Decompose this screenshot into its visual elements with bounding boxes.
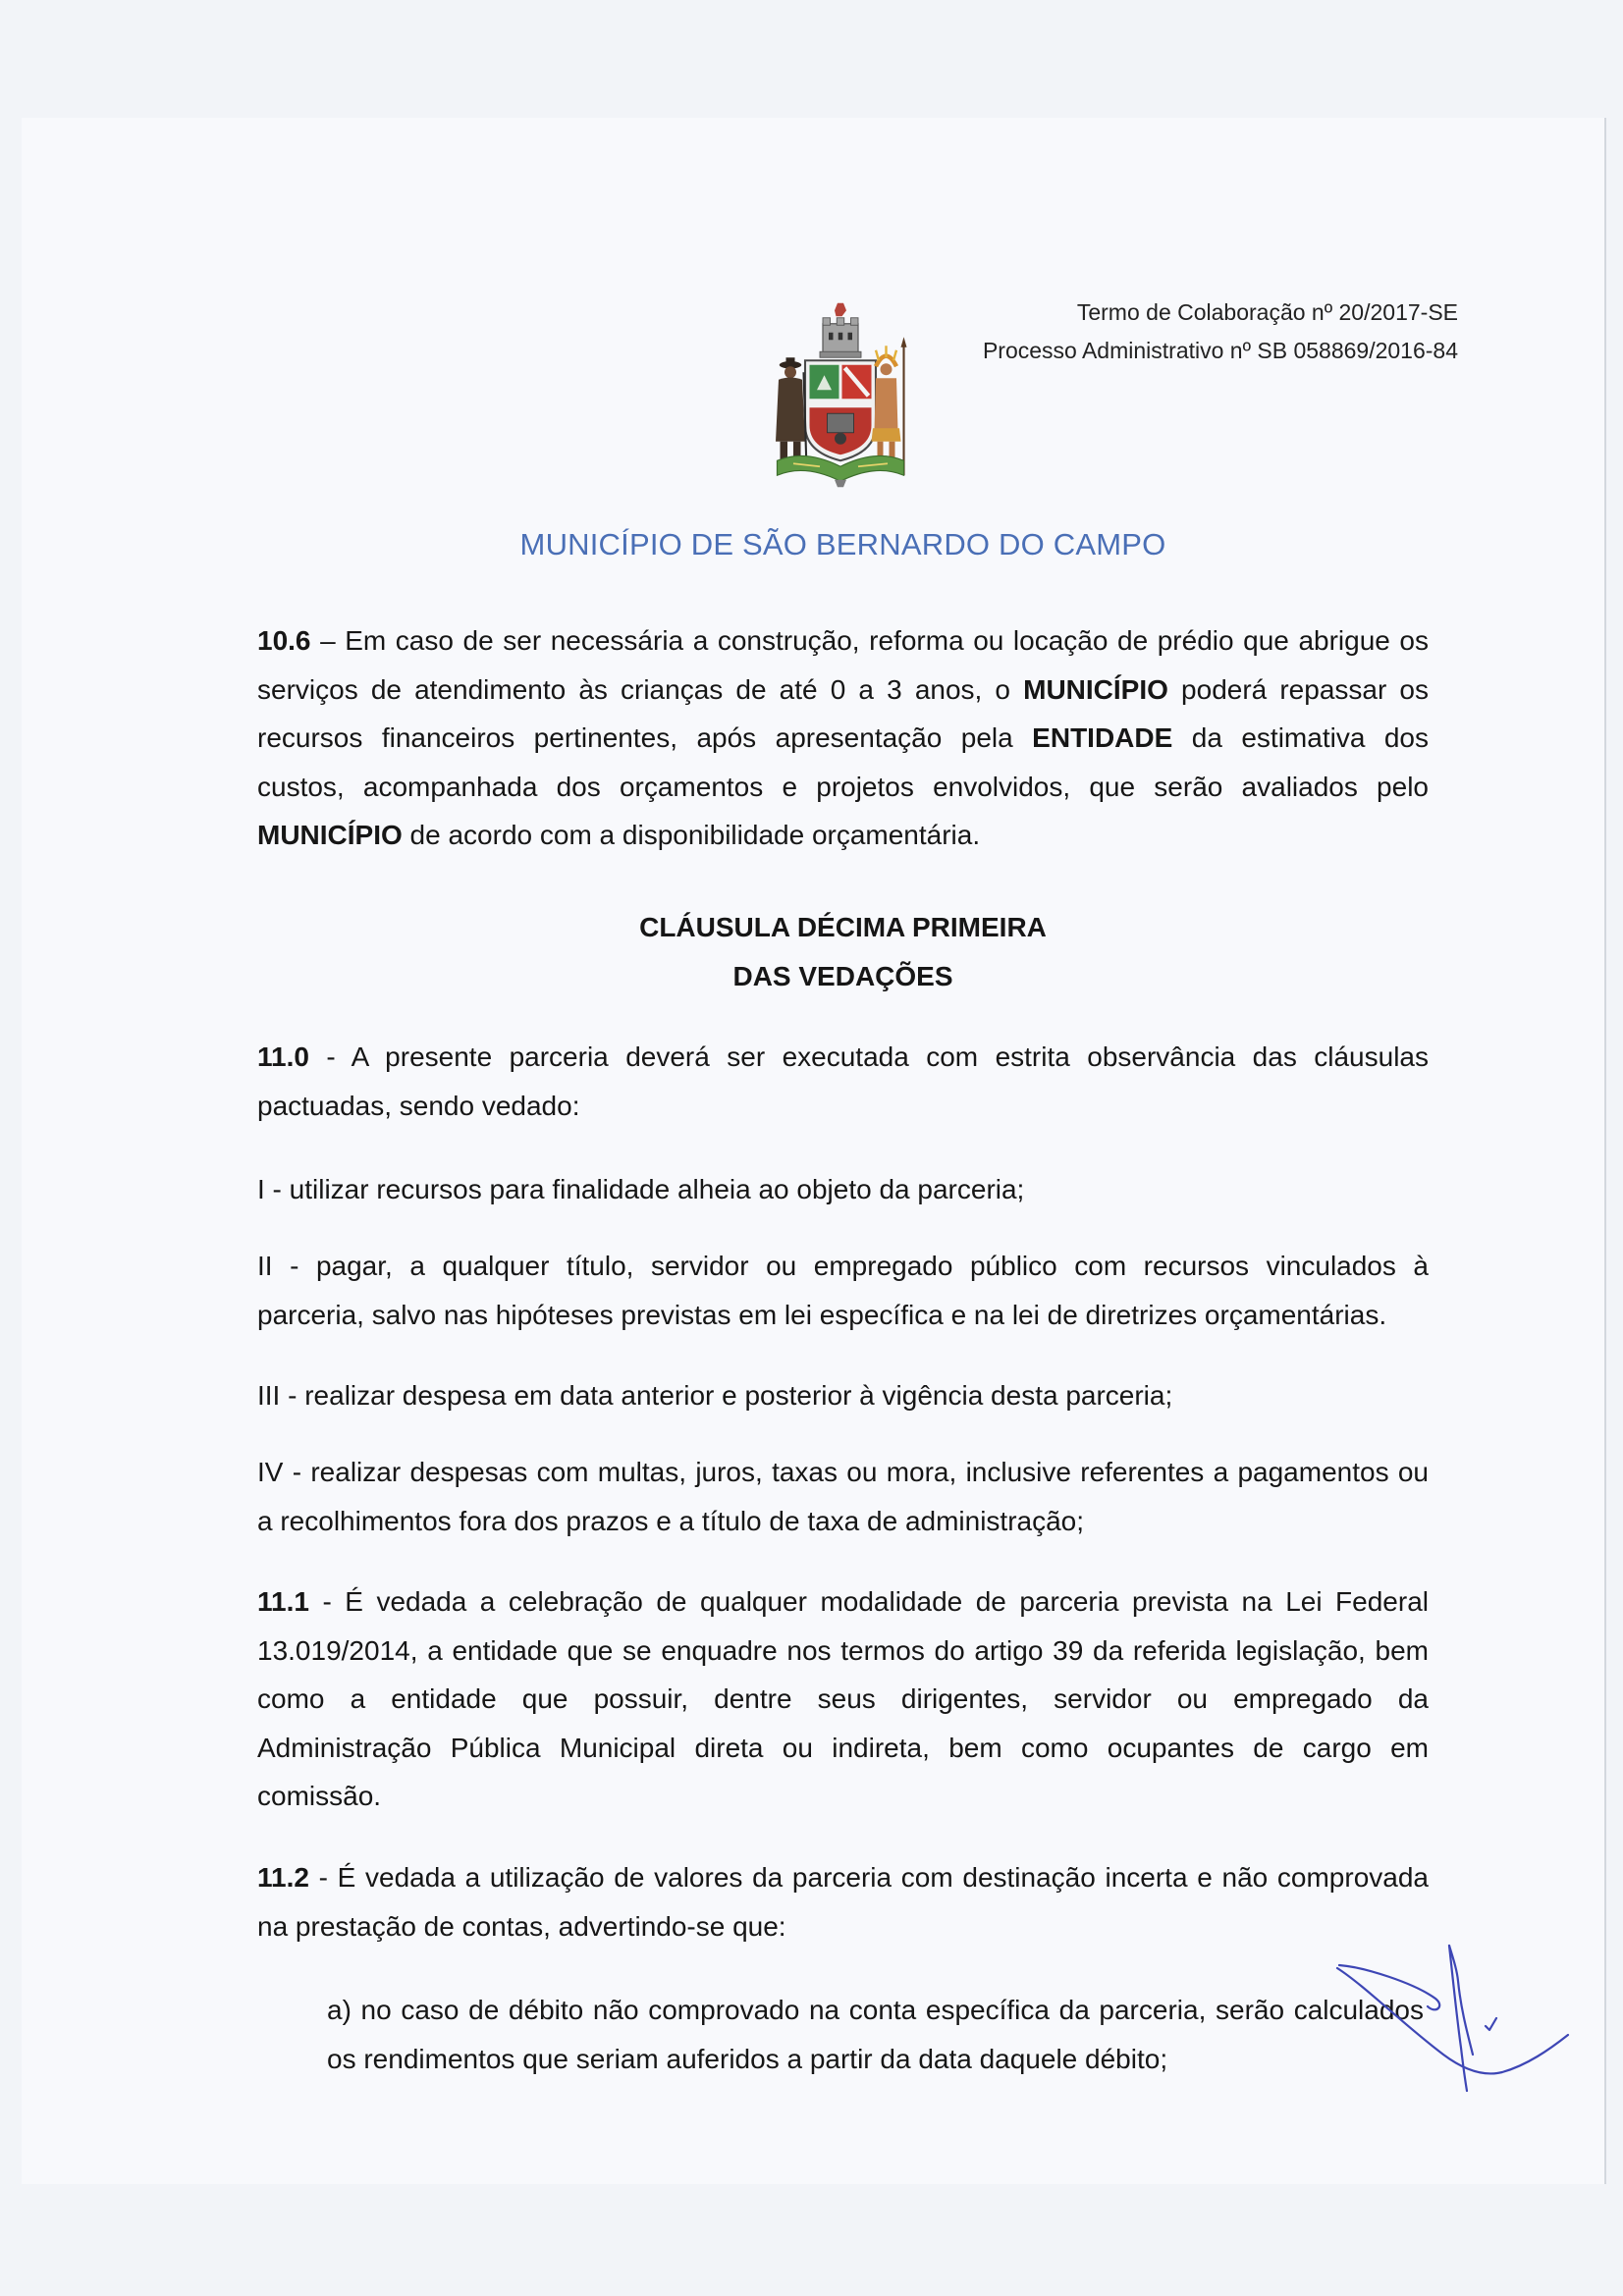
text-line <box>257 1772 1429 1821</box>
text-run: - É vedada a utilização de valores da parceria com destinação incerta e não comprovada <box>308 1862 1429 1893</box>
text-run: de acordo com a disponibilidade orçamentária. <box>402 820 981 850</box>
clause-heading-title: CLÁUSULA DÉCIMA PRIMEIRA <box>639 912 1047 942</box>
text-line <box>327 1986 1424 2035</box>
term-number: Termo de Colaboração nº 20/2017-SE <box>1076 299 1458 325</box>
text-line <box>257 1371 1429 1420</box>
text-run: da estimativa dos <box>1172 722 1429 753</box>
clause-heading-subtitle: DAS VEDAÇÕES <box>732 960 953 991</box>
page-edge-line <box>1604 118 1606 2184</box>
text-line <box>257 1242 1429 1291</box>
item-iv <box>257 1448 1429 1545</box>
text-run: na prestação de contas, advertindo-se que: <box>257 1910 786 1942</box>
bold-term: 11.1 <box>257 1586 309 1617</box>
text-run: os rendimentos que seriam auferidos a partir da data daquele débito; <box>327 2043 1168 2074</box>
text-line <box>257 1902 1429 1951</box>
handwritten-signature <box>1325 1932 1581 2099</box>
text-run: custos, acompanhada dos orçamentos e projetos envolvidos, que serão avaliados pelo <box>257 771 1429 802</box>
text-run: - É vedada a celebração de qualquer modalidade de parceria prevista na Lei Federal <box>308 1586 1429 1617</box>
text-line <box>257 811 1429 860</box>
text-line <box>257 1291 1429 1340</box>
text-line <box>257 666 1429 715</box>
text-line <box>257 1627 1429 1676</box>
clause-11-2 <box>257 1853 1429 1950</box>
text-run: IV - realizar despesas com multas, juros, taxas ou mora, inclusive referentes a pagamentos ou <box>257 1457 1429 1487</box>
clause-heading <box>257 903 1429 1000</box>
bold-term: 10.6 <box>257 625 311 656</box>
text-line <box>257 1082 1429 1131</box>
item-ii <box>257 1242 1429 1339</box>
text-run: como a entidade que possuir, dentre seus dirigentes, servidor ou empregado da <box>257 1683 1429 1714</box>
clause-11-0 <box>257 1033 1429 1130</box>
text-run: serviços de atendimento às crianças de até 0 a 3 anos, o <box>257 673 1024 705</box>
text-line <box>257 763 1429 812</box>
text-line <box>257 1853 1429 1902</box>
text-line <box>257 1448 1429 1497</box>
bold-term: MUNICÍPIO <box>257 820 403 850</box>
bold-term: 11.0 <box>257 1041 309 1072</box>
clause-11-1 <box>257 1577 1429 1821</box>
bold-term: ENTIDADE <box>1032 722 1173 753</box>
text-run: Administração Pública Municipal direta ou indireta, bem como ocupantes de cargo em <box>257 1732 1429 1763</box>
text-line <box>257 1165 1429 1214</box>
text-run: pactuadas, sendo vedado: <box>257 1090 580 1121</box>
process-number: Processo Administrativo nº SB 058869/2016-84 <box>982 338 1458 363</box>
text-line <box>257 1497 1429 1546</box>
clause-10-6 <box>257 616 1429 860</box>
item-a <box>327 1986 1424 2083</box>
text-run: - A presente parceria deverá ser executada com estrita observância das cláusulas <box>308 1041 1429 1072</box>
text-run: a recolhimentos fora dos prazos e a título de taxa de administração; <box>257 1505 1085 1536</box>
item-i <box>257 1165 1429 1214</box>
text-run: parceria, salvo nas hipóteses previstas em lei específica e na lei de diretrizes orçamentárias. <box>257 1299 1387 1330</box>
coat-of-arms-icon <box>773 301 908 489</box>
bold-term: 11.2 <box>257 1862 309 1893</box>
item-iii <box>257 1371 1429 1420</box>
text-line <box>257 714 1429 763</box>
text-run: – Em caso de ser necessária a construção, reforma ou locação de prédio que abrigue os <box>310 625 1429 656</box>
text-run: a) no caso de débito não comprovado na conta específica da parceria, serão calculados <box>327 1995 1424 2025</box>
text-run: recursos financeiros pertinentes, após apresentação pela <box>257 722 1033 753</box>
text-run: II - pagar, a qualquer título, servidor ou empregado público com recursos vinculados à <box>257 1251 1429 1281</box>
text-run: 13.019/2014, a entidade que se enquadre nos termos do artigo 39 da referida legislação, bem <box>257 1634 1429 1666</box>
text-run: poderá repassar os <box>1167 673 1429 705</box>
document-reference <box>983 297 1458 374</box>
bold-term: MUNICÍPIO <box>1023 673 1168 705</box>
text-line <box>257 616 1429 666</box>
text-run: I - utilizar recursos para finalidade alheia ao objeto da parceria; <box>257 1174 1025 1204</box>
text-line <box>257 1675 1429 1724</box>
text-line <box>257 1724 1429 1773</box>
text-line <box>257 1577 1429 1627</box>
text-run: III - realizar despesa em data anterior e posterior à vigência desta parceria; <box>257 1380 1173 1411</box>
municipality-title: MUNICÍPIO DE SÃO BERNARDO DO CAMPO <box>519 527 1166 561</box>
text-run: comissão. <box>257 1781 382 1811</box>
text-line <box>257 1033 1429 1082</box>
text-line <box>327 2035 1424 2084</box>
